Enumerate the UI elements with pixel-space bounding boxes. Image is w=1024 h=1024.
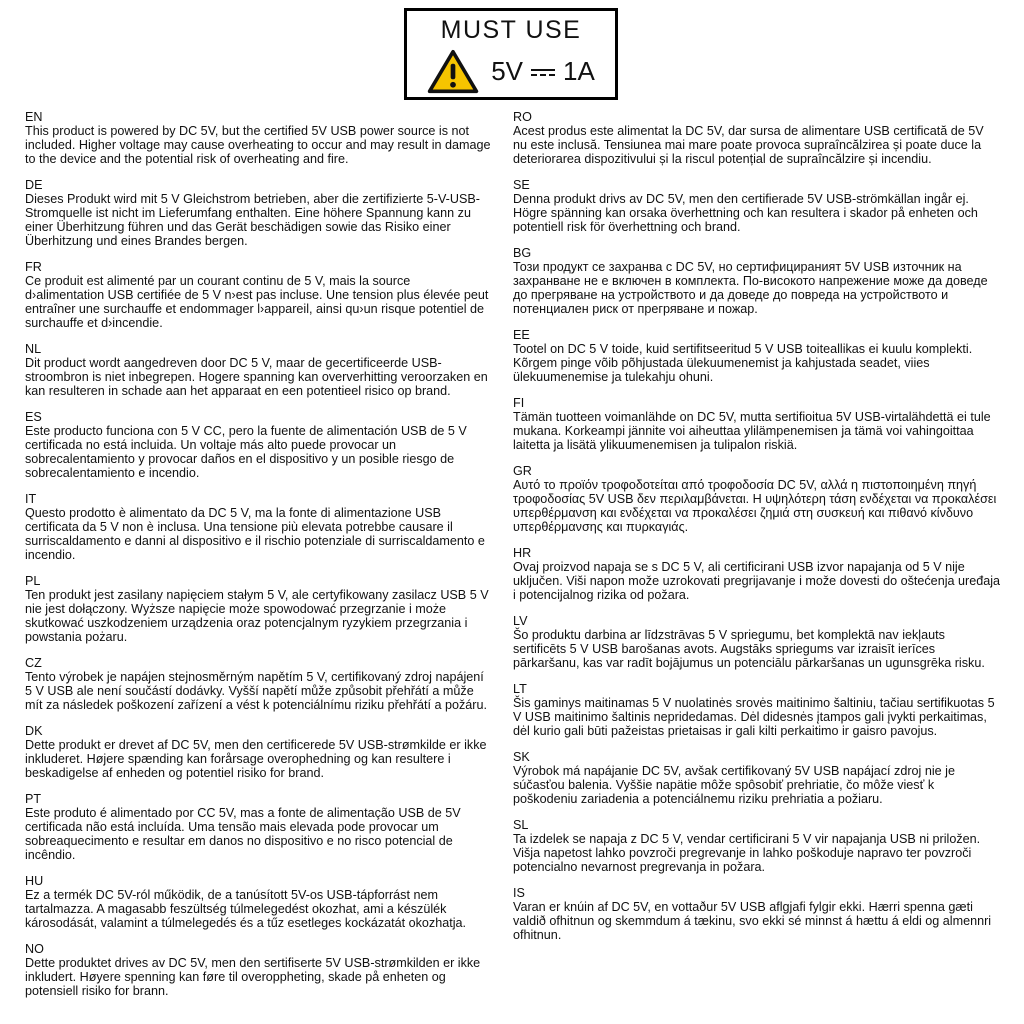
language-section <box>25 874 491 930</box>
language-code: SL <box>513 818 529 832</box>
language-text: Този продукт се захранва с DC 5V, но сертифицираният 5V USB източник на захранване не е включен в комплекта. По-високото напрежение може да доведе до прегряване на устройството и да доведе до повреда на устройството и потенциален риск от прегряване и пожар. <box>513 260 988 316</box>
language-section <box>513 110 1000 166</box>
language-text: Αυτό το προϊόν τροφοδοτείται από τροφοδοσία DC 5V, αλλά η πιστοποιημένη πηγή τροφοδοσίας 5V USB δεν περιλαμβάνεται. Η υψηλότερη τάση ενδέχεται να προκαλέσει υπερθέρμανση και ενδέχεται να προκαλέσει ζημιά στη συσκευή και πιθανό κίνδυνο υπερθέρμανσης και πυρκαγιάς. <box>513 478 997 534</box>
language-text: Tento výrobek je napájen stejnosměrným napětím 5 V, certifikovaný zdroj napájení 5 V USB ale není součástí dodávky. Vyšší napětí může způsobit přehřátí a může mít za následek poškození zařízení a vést k potenciálnímu riziku přehřátí a požáru. <box>25 670 488 712</box>
language-code: FI <box>513 396 525 410</box>
language-code: ES <box>25 410 42 424</box>
language-code: HR <box>513 546 532 560</box>
language-code: DK <box>25 724 43 738</box>
language-text: Ta izdelek se napaja z DC 5 V, vendar certificirani 5 V vir napajanja USB ni priložen. Višja napetost lahko povzroči pregrevanje in lahko poškoduje napravo ter povzroči potencialno nevarnost pregrevanja in požara. <box>513 832 981 874</box>
language-text: Varan er knúin af DC 5V, en vottaður 5V USB aflgjafi fylgir ekki. Hærri spenna gæti valdið ofhitnun og skemmdum á tækinu, svo ekki sé minnst á hættu á eldi og almennri ofhitnun. <box>513 900 992 942</box>
language-code: IS <box>513 886 525 900</box>
language-code: LT <box>513 682 527 696</box>
must-use-box <box>404 8 618 100</box>
text-columns <box>25 110 1000 1010</box>
language-text: Questo prodotto è alimentato da DC 5 V, ma la fonte di alimentazione USB certificata da 5 V non è inclusa. Una tensione più elevata potrebbe causare il surriscaldamento e danni al dispositivo e il rischio potenziale di surriscaldamento e incendio. <box>25 506 485 562</box>
language-text: Šo produktu darbina ar līdzstrāvas 5 V spriegumu, bet komplektā nav iekļauts sertificēts 5 V USB barošanas avots. Augstāks spriegums var izraisīt ierīces pārkaršanu, kas var radīt bojājumus un potenciālu pārkaršanas un ugunsgrēka risku. <box>513 628 985 670</box>
current-label: 1A <box>563 56 595 86</box>
dc-current-icon <box>531 69 555 76</box>
language-section <box>513 464 1000 534</box>
language-text: Dit product wordt aangedreven door DC 5 V, maar de gecertificeerde USB-stroombron is niet inbegrepen. Hogere spanning kan oververhitting veroorzaken en kan resulteren in schade aan het apparaat en een potentieel risico op brand. <box>25 356 488 398</box>
language-text: Výrobok má napájanie DC 5V, avšak certifikovaný 5V USB napájací zdroj nie je súčasťou balenia. Vyššie napätie môže spôsobiť prehriatie, čo môže viesť k poškodeniu zariadenia a potenciálnemu riziku prehriatia a požiaru. <box>513 764 955 806</box>
power-spec-row <box>427 48 595 95</box>
language-code: CZ <box>25 656 42 670</box>
language-section <box>513 246 1000 316</box>
language-text: Este producto funciona con 5 V CC, pero la fuente de alimentación USB de 5 V certificada no está incluida. Un voltaje más alto puede provocar un sobrecalentamiento y provocar daños en el dispositivo y un posible riesgo de sobrecalentamiento e incendio. <box>25 424 467 480</box>
language-section <box>25 792 491 862</box>
language-text: Acest produs este alimentat la DC 5V, dar sursa de alimentare USB certificată de 5V nu este inclusă. Tensiunea mai mare poate provoca supraîncălzirea și poate duce la deteriorarea dispozitivului și la riscul potențial de supraîncălzire și incendiu. <box>513 124 984 166</box>
power-spec <box>491 56 595 87</box>
language-section <box>25 656 491 712</box>
language-code: EN <box>25 110 43 124</box>
language-text: Ovaj proizvod napaja se s DC 5 V, ali certificirani USB izvor napajanja od 5 V nije uključen. Viši napon može uzrokovati pregrijavanje i može dovesti do oštećenja uređaja i potencijalnog rizika od požara. <box>513 560 1001 602</box>
language-section <box>25 178 491 248</box>
language-code: SE <box>513 178 530 192</box>
language-text: Ten produkt jest zasilany napięciem stałym 5 V, ale certyfikowany zasilacz USB 5 V nie jest dołączony. Wyższe napięcie może spowodować przegrzanie i może skutkować uszkodzeniem urządzenia oraz potencjalnym ryzykiem przegrzania i powstania pożaru. <box>25 588 489 644</box>
language-text: Tämän tuotteen voimanlähde on DC 5V, mutta sertifioitua 5V USB-virtalähdettä ei tule mukana. Korkeampi jännite voi aiheuttaa ylilämpenemisen ja tämä voi vahingoittaa laitetta ja lisätä ylikuumenemisen ja tulipalon riskiä. <box>513 410 991 452</box>
language-code: RO <box>513 110 532 124</box>
language-code: HU <box>25 874 44 888</box>
language-section <box>513 396 1000 452</box>
language-code: FR <box>25 260 42 274</box>
language-section <box>513 750 1000 806</box>
language-text: Dette produkt er drevet af DC 5V, men den certificerede 5V USB-strømkilde er ikke inkluderet. Højere spænding kan forårsage overophedning og kan resultere i beskadigelse af enheden og potentiel risiko for brand. <box>25 738 487 780</box>
language-section <box>513 886 1000 942</box>
language-section <box>513 682 1000 738</box>
language-text: Šis gaminys maitinamas 5 V nuolatinės srovės maitinimo šaltiniu, tačiau sertifikuotas 5 V USB maitinimo šaltinis nepridedamas. Dėl didesnės įtampos gali įvykti perkaitimas, dėl kurio gali būti pažeistas prietaisas ir gali kilti perkaitimo ir gaisro pavojus. <box>513 696 995 738</box>
language-text: Tootel on DC 5 V toide, kuid sertifitseeritud 5 V USB toiteallikas ei kuulu komplekti. Kõrgem pinge võib põhjustada ülekuumenemist ja kahjustada seadet, viies ülekuumenemise ja tulekahju ohuni. <box>513 342 973 384</box>
language-code: DE <box>25 178 43 192</box>
language-code: EE <box>513 328 530 342</box>
language-section <box>25 492 491 562</box>
language-text: Dieses Produkt wird mit 5 V Gleichstrom betrieben, aber die zertifizierte 5-V-USB-Stromquelle ist nicht im Lieferumfang enthalten. Eine höhere Spannung kann zu einer Überhitzung führen und das Gerät beschädigen sowie das Risiko einer Überhitzung und eines Brandes bergen. <box>25 192 480 248</box>
language-section <box>25 724 491 780</box>
language-section <box>25 110 491 166</box>
right-column <box>513 110 1000 1010</box>
language-section <box>25 260 491 330</box>
language-code: BG <box>513 246 532 260</box>
language-section <box>513 546 1000 602</box>
language-code: IT <box>25 492 37 506</box>
language-code: SK <box>513 750 530 764</box>
language-code: PT <box>25 792 42 806</box>
language-section <box>25 410 491 480</box>
language-section <box>25 342 491 398</box>
left-column <box>25 110 491 1010</box>
language-text: Este produto é alimentado por CC 5V, mas a fonte de alimentação USB de 5V certificada não está incluída. Uma tensão mais elevada pode provocar um sobreaquecimento e resultar em danos no dispositivo e no risco potencial de incêndio. <box>25 806 461 862</box>
language-code: NL <box>25 342 42 356</box>
language-code: PL <box>25 574 41 588</box>
language-section <box>513 614 1000 670</box>
language-text: Ce produit est alimenté par un courant continu de 5 V, mais la source d›alimentation USB certifiée de 5 V n›est pas incluse. Une tension plus élevée peut entraîner une surchauffe et endommager l›appareil, ainsi qu›un risque potentiel de surchauffe et d›incendie. <box>25 274 489 330</box>
language-section <box>513 328 1000 384</box>
warning-triangle-icon <box>427 48 479 95</box>
language-section <box>513 818 1000 874</box>
language-section <box>513 178 1000 234</box>
language-text: This product is powered by DC 5V, but the certified 5V USB power source is not included. Higher voltage may cause overheating to occur and may result in damage to the device and the potential risk of overheating and fire. <box>25 124 491 166</box>
language-section <box>25 574 491 644</box>
voltage-label: 5V <box>491 56 523 86</box>
must-use-title: MUST USE <box>440 16 582 44</box>
language-code: LV <box>513 614 528 628</box>
language-code: GR <box>513 464 532 478</box>
language-section <box>25 942 491 998</box>
language-text: Denna produkt drivs av DC 5V, men den certifierade 5V USB-strömkällan ingår ej. Högre spänning kan orsaka överhettning och kan resultera i skador på enheten och potentiell risk för överhettning och brand. <box>513 192 978 234</box>
language-text: Dette produktet drives av DC 5V, men den sertifiserte 5V USB-strømkilden er ikke inkludert. Høyere spenning kan føre til overoppheting, skade på enheten og potensiell risiko for brann. <box>25 956 481 998</box>
language-code: NO <box>25 942 44 956</box>
language-text: Ez a termék DC 5V-ról működik, de a tanúsított 5V-os USB-tápforrást nem tartalmazza. A magasabb feszültség túlmelegedést okozhat, ami a készülék károsodását, valamint a túlmelegedés és a tűz esetleges kockázatát okozhatja. <box>25 888 467 930</box>
